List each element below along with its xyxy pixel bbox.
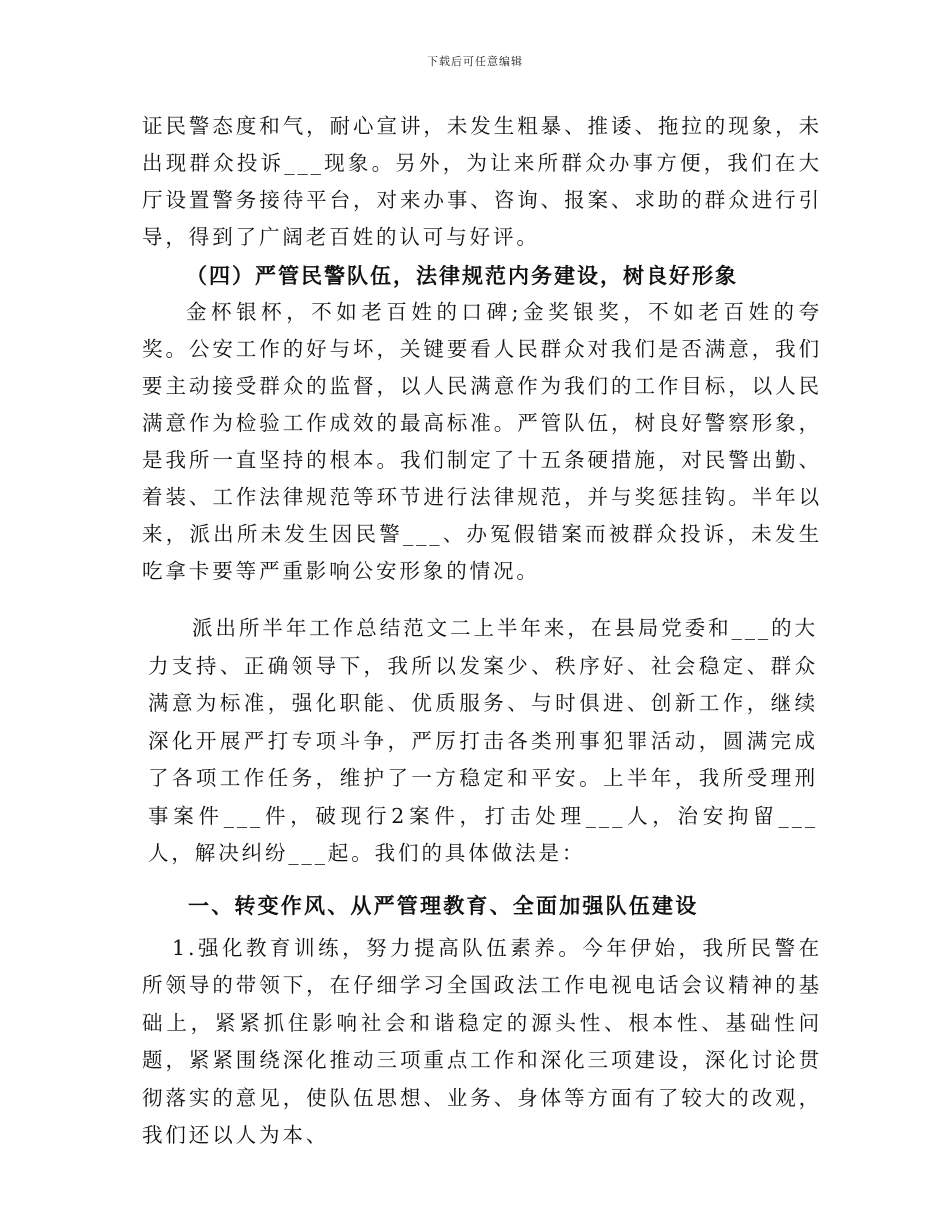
summary-section (142, 610, 818, 873)
document-body (142, 108, 822, 1155)
paragraph-continuation: 证民警态度和气，耐心宣讲，未发生粗暴、推诿、拖拉的现象，未出现群众投诉___现象。另外，为让来所群众办事方便，我们在大厅设置警务接待平台，对来办事、咨询、报案、求助的群众进行引导，得到了广阔老百姓的认可与好评。 (142, 114, 822, 249)
section-heading-four: （四）严管民警队伍，法律规范内务建设，树良好形象 (186, 263, 738, 288)
section-heading-one: 一、转变作风、从严管理教育、全面加强队伍建设 (188, 892, 699, 918)
page-header: 下载后可任意编辑 (427, 55, 523, 68)
paragraph-training: 1.强化教育训练，努力提高队伍素养。今年伊始，我所民警在所领导的带领下，在仔细学习全国政法工作电视电话会议精神的基础上，紧紧抓住影响社会和谐稳定的源头性、根本性、基础性问题，紧紧围绕深化推动三项重点工作和深化三项建设，深化讨论贯彻落实的意见，使队伍思想、业务、身体等方面有了较大的改观，我们还以人为本、 (142, 935, 822, 1147)
paragraph-team-management: 金杯银杯，不如老百姓的口碑;金奖银奖，不如老百姓的夸奖。公安工作的好与坏，关键要看人民群众对我们是否满意，我们要主动接受群众的监督，以人民满意作为我们的工作目标，以人民满意作为检验工作成效的最高标准。严管队伍，树良好警察形象，是我所一直坚持的根本。我们制定了十五条硬措施，对民警出勤、着装、工作法律规范等环节进行法律规范，并与奖惩挂钩。半年以来，派出所未发生因民警___、办冤假错案而被群众投诉，未发生吃拿卡要等严重影响公安形象的情况。 (142, 300, 822, 583)
paragraph-summary-intro: 派出所半年工作总结范文二上半年来，在县局党委和___的大力支持、正确领导下，我所以发案少、秩序好、社会稳定、群众满意为标准，强化职能、优质服务、与时俱进、创新工作，继续深化开展严打专项斗争，严厉打击各类刑事犯罪活动，圆满完成了各项工作任务，维护了一方稳定和平安。上半年，我所受理刑事案件___件，破现行2案件，打击处理___人，治安拘留___人，解决纠纷___起。我们的具体做法是： (148, 616, 818, 865)
training-section (142, 930, 822, 1155)
